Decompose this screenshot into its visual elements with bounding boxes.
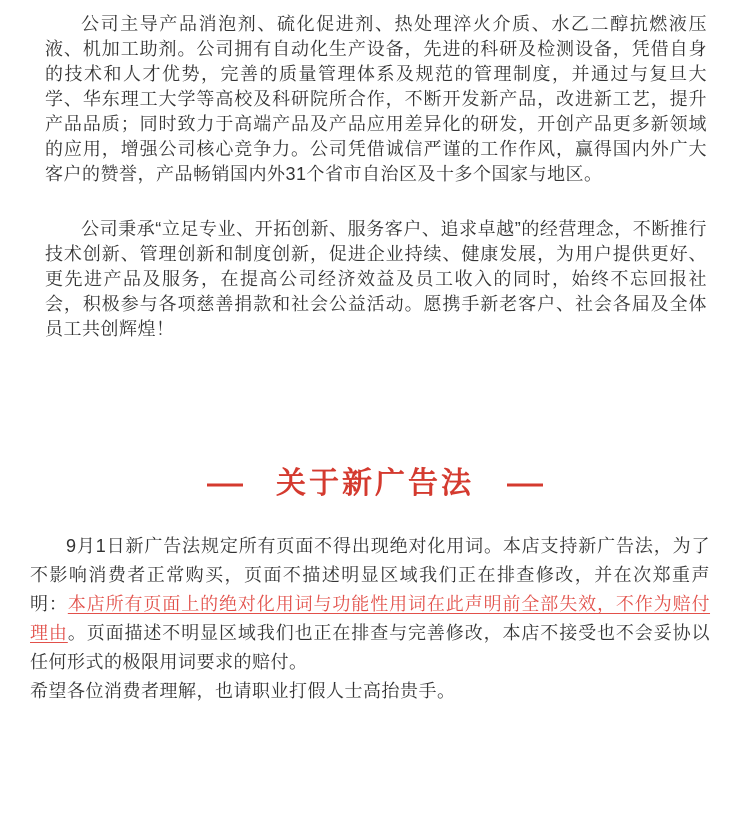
notice-text-tail: 。页面描述不明显区域我们也正在排查与完善修改，本店不接受也不会妥协以任何形式的极限用词要求的赔付。	[30, 623, 711, 672]
ad-law-notice-paragraph	[30, 532, 710, 677]
notice-closing-line: 希望各位消费者理解，也请职业打假人士高抬贵手。	[30, 681, 456, 701]
heading-title: 关于新广告法	[276, 467, 474, 500]
company-intro-paragraph-2: 公司秉承“立足专业、开拓创新、服务客户、追求卓越”的经营理念，不断推行技术创新、管理创新和制度创新，促进企业持续、健康发展，为用户提供更好、更先进产品及服务，在提高公司经济效益及员工收入的同时，始终不忘回报社会，积极参与各项慈善捐款和社会公益活动。愿携手新老客户、社会各届及全体员工共创辉煌！	[45, 219, 707, 339]
notice-text-lead: 9月1日新广告法规定所有页面不得出现绝对化用词。本店支持新广告法，为了不影响消费者正常购买，页面不描述明显区域我们正在排查修改，并在次郑重声明：	[30, 536, 710, 614]
ad-law-notice-section	[0, 506, 750, 706]
company-intro-paragraph-1: 公司主导产品消泡剂、硫化促进剂、热处理淬火介质、水乙二醇抗燃液压液、机加工助剂。公司拥有自动化生产设备，先进的科研及检测设备，凭借自身的技术和人才优势，完善的质量管理体系及规范的管理制度，并通过与复旦大学、华东理工大学等高校及科研院所合作，不断开发新产品，改进新工艺，提升产品品质；同时致力于高端产品及产品应用差异化的研发，开创产品更多新领域的应用，增强公司核心竞争力。公司凭借诚信严谨的工作作风，赢得国内外广大客户的赞誉，产品畅销国内外31个省市自治区及十多个国家与地区。	[45, 14, 707, 184]
heading-left-dash: —	[207, 467, 243, 500]
ad-law-heading	[0, 462, 750, 506]
heading-right-dash: —	[507, 467, 543, 500]
company-intro-section	[0, 0, 750, 342]
notice-disclaimer-highlight: 本店所有页面上的绝对化用词与功能性用词在此声明前全部失效，不作为赔付理由	[30, 594, 711, 643]
